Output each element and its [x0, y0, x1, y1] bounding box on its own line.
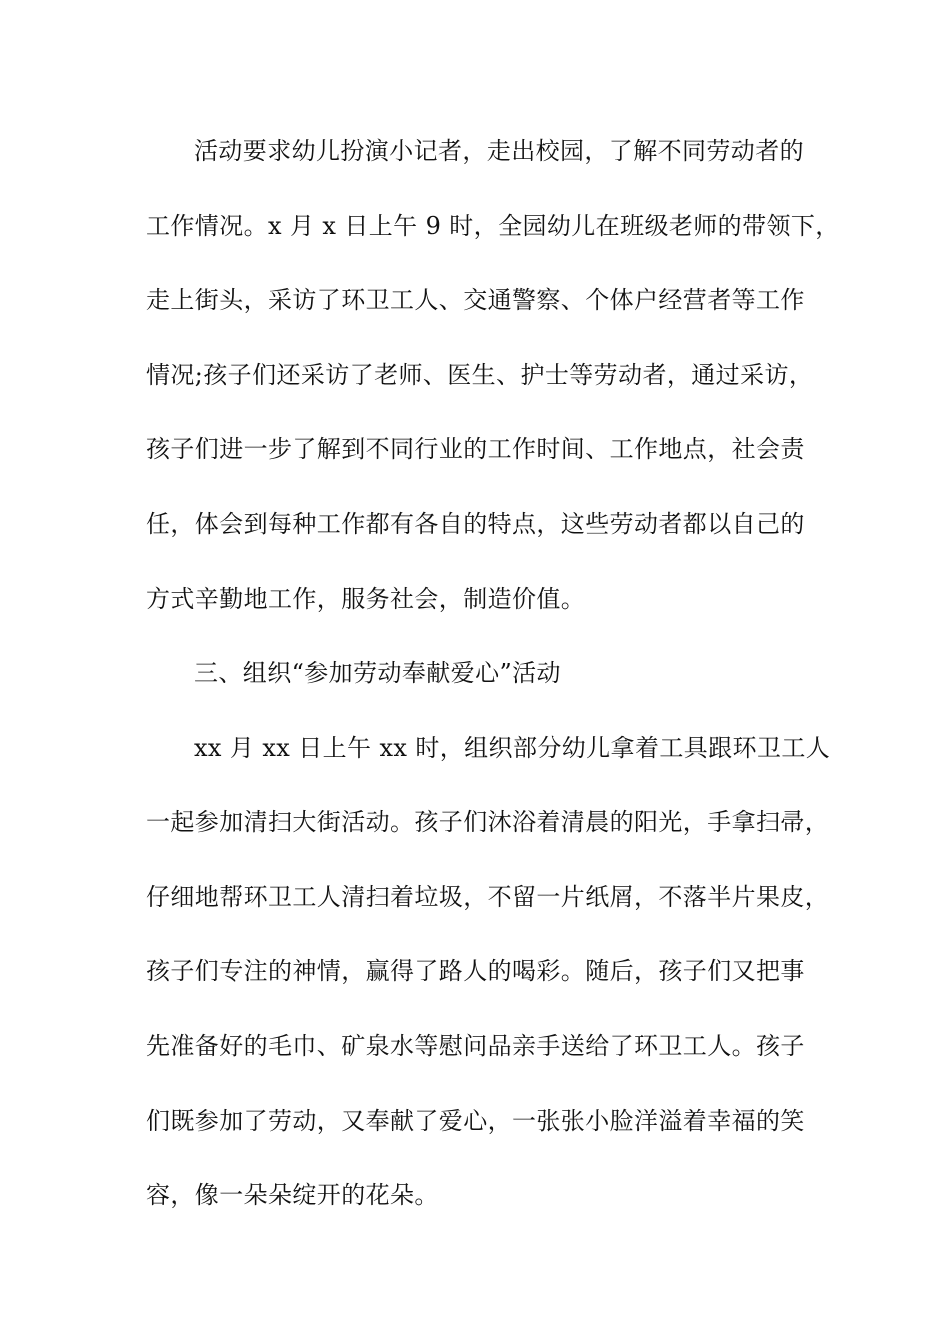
- paragraph-2-line-3: 仔细地帮环卫工人清扫着垃圾，不留一片纸屑，不落半片果皮，: [146, 883, 830, 911]
- paragraph-2-line-2: 一起参加清扫大街活动。孩子们沐浴着清晨的阳光，手拿扫帚，: [146, 808, 830, 836]
- paragraph-2-line-5: 先准备好的毛巾、矿泉水等慰问品亲手送给了环卫工人。孩子: [146, 1032, 805, 1060]
- paragraph-1-line-2: 工作情况。x 月 x 日上午 9 时，全园幼儿在班级老师的带领下，: [146, 212, 840, 240]
- paragraph-1-line-4: 情况;孩子们还采访了老师、医生、护士等劳动者，通过采访，: [146, 361, 814, 389]
- paragraph-1-line-7: 方式辛勤地工作，服务社会，制造价值。: [146, 585, 586, 613]
- paragraph-2-line-4: 孩子们专注的神情，赢得了路人的喝彩。随后，孩子们又把事: [146, 957, 805, 985]
- paragraph-1-line-6: 任，体会到每种工作都有各自的特点，这些劳动者都以自己的: [146, 510, 805, 538]
- paragraph-2-line-6: 们既参加了劳动，又奉献了爱心，一张张小脸洋溢着幸福的笑: [146, 1107, 805, 1135]
- paragraph-2-line-7: 容，像一朵朵绽开的花朵。: [146, 1181, 439, 1209]
- section-heading: 三、组织“参加劳动奉献爱心”活动: [194, 659, 561, 687]
- paragraph-1-line-5: 孩子们进一步了解到不同行业的工作时间、工作地点，社会责: [146, 435, 805, 463]
- paragraph-1-line-3: 走上街头，采访了环卫工人、交通警察、个体户经营者等工作: [146, 286, 805, 314]
- paragraph-2-line-1: xx 月 xx 日上午 xx 时，组织部分幼儿拿着工具跟环卫工人: [194, 734, 831, 762]
- paragraph-1-line-1: 活动要求幼儿扮演小记者，走出校园，了解不同劳动者的: [194, 137, 804, 165]
